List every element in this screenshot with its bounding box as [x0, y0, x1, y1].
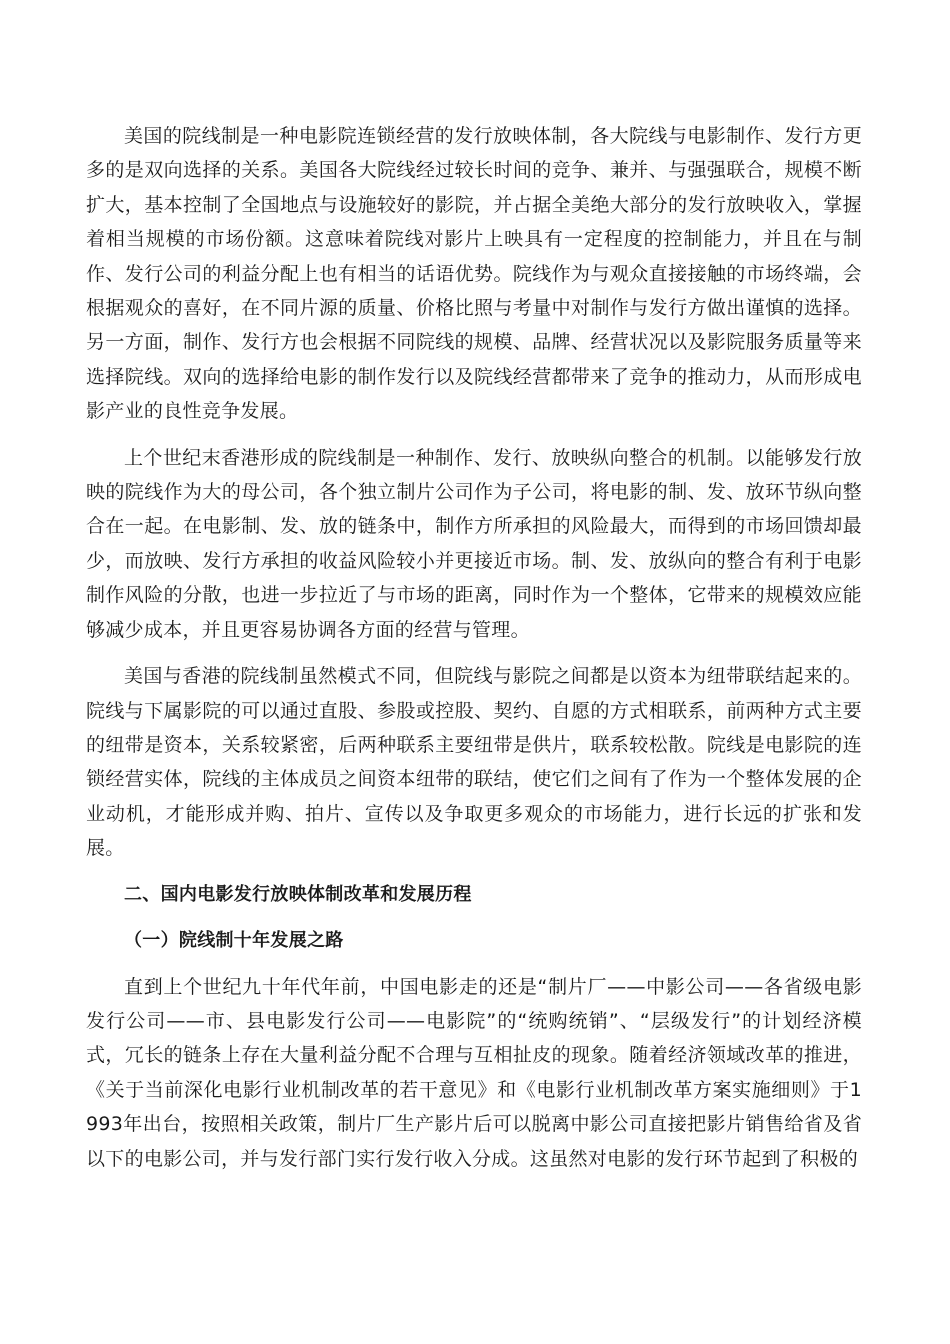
section-heading: 二、国内电影发行放映体制改革和发展历程	[124, 883, 472, 905]
paragraph-capital-link: 美国与香港的院线制虽然模式不同，但院线与影院之间都是以资本为纽带联结起来的。院线与下属影院的可以通过直股、参股或控股、契约、自愿的方式相联系，前两种方式主要的纽带是资本，关系较紧密，后两种联系主要纽带是供片，联系较松散。院线是电影院的连锁经营实体，院线的主体成员之间资本纽带的联结，使它们之间有了作为一个整体发展的企业动机，才能形成并购、拍片、宣传以及争取更多观众的市场能力，进行长远的扩张和发展。	[86, 665, 862, 860]
document-body	[86, 119, 862, 1176]
subsection-heading: （一）院线制十年发展之路	[124, 929, 344, 951]
paragraph-reform-history: 直到上个世纪九十年代年前，中国电影走的还是“制片厂——中影公司——各省级电影发行公司——市、县电影发行公司——电影院”的“统购统销”、“层级发行”的计划经济模式，冗长的链条上存在大量利益分配不合理与互相扯皮的现象。随着经济领域改革的推进，《关于当前深化电影行业机制改革的若干意见》和《电影行业机制改革方案实施细则》于1993年出台，按照相关政策，制片厂生产影片后可以脱离中影公司直接把影片销售给省及省以下的电影公司，并与发行部门实行发行收入分成。这虽然对电影的发行环节起到了积极的	[86, 975, 862, 1170]
paragraph-hongkong-cinema-chain: 上个世纪末香港形成的院线制是一种制作、发行、放映纵向整合的机制。以能够发行放映的院线作为大的母公司，各个独立制片公司作为子公司，将电影的制、发、放环节纵向整合在一起。在电影制、发、放的链条中，制作方所承担的风险最大，而得到的市场回馈却最少，而放映、发行方承担的收益风险较小并更接近市场。制、发、放纵向的整合有利于电影制作风险的分散，也进一步拉近了与市场的距离，同时作为一个整体，它带来的规模效应能够减少成本，并且更容易协调各方面的经营与管理。	[86, 446, 862, 641]
paragraph-us-cinema-chain: 美国的院线制是一种电影院连锁经营的发行放映体制，各大院线与电影制作、发行方更多的是双向选择的关系。美国各大院线经过较长时间的竞争、兼并、与强强联合，规模不断扩大，基本控制了全国地点与设施较好的影院，并占据全美绝大部分的发行放映收入，掌握着相当规模的市场份额。这意味着院线对影片上映具有一定程度的控制能力，并且在与制作、发行公司的利益分配上也有相当的话语优势。院线作为与观众直接接触的市场终端，会根据观众的喜好，在不同片源的质量、价格比照与考量中对制作与发行方做出谨慎的选择。另一方面，制作、发行方也会根据不同院线的规模、品牌、经营状况以及影院服务质量等来选择院线。双向的选择给电影的制作发行以及院线经营都带来了竞争的推动力，从而形成电影产业的良性竞争发展。	[86, 125, 862, 423]
